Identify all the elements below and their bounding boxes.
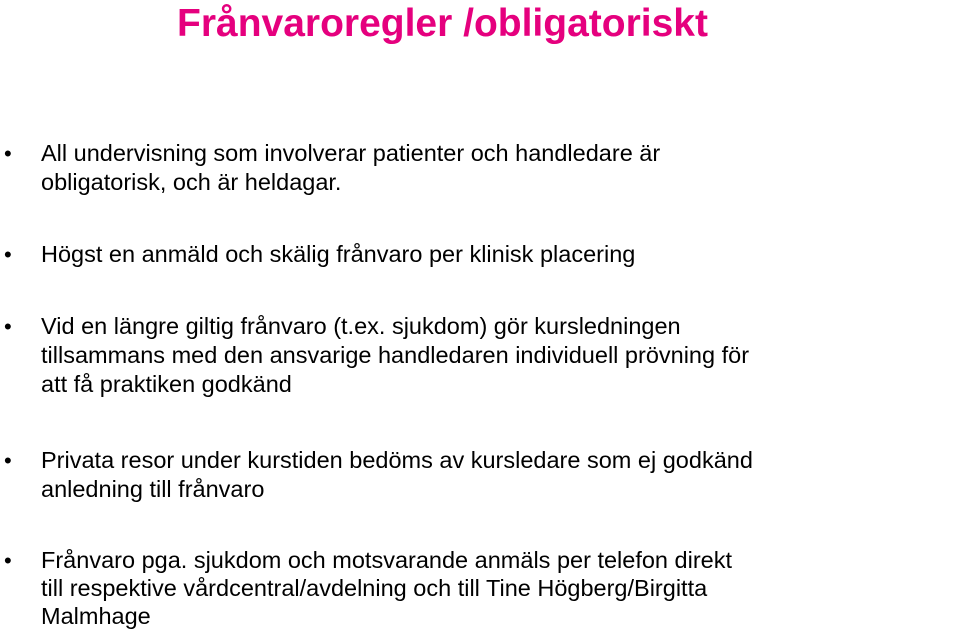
- slide-title: Frånvaroregler /obligatoriskt: [177, 2, 708, 45]
- bullet-text: All undervisning som involverar patienter och handledare är obligatorisk, och är heldagar.: [41, 140, 661, 195]
- bullet-icon: •: [4, 314, 12, 339]
- bullet-icon: •: [4, 448, 12, 473]
- bullet-icon: •: [4, 242, 12, 267]
- bullet-icon: •: [4, 548, 12, 573]
- bullet-text: Frånvaro pga. sjukdom och motsvarande anmäls per telefon direkt till respektive vårdcentral/avdelning och till Tine Högberg/Birgitta Malmhage: [41, 547, 732, 629]
- bullet-text: Vid en längre giltig frånvaro (t.ex. sjukdom) gör kursledningen tillsammans med den ansvarige handledaren individuell prövning för att få praktiken godkänd: [41, 313, 750, 397]
- bullet-text: Högst en anmäld och skälig frånvaro per klinisk placering: [41, 241, 636, 267]
- bullet-text: Privata resor under kurstiden bedöms av kursledare som ej godkänd anledning till frånvaro: [41, 447, 753, 502]
- bullet-icon: •: [4, 141, 12, 166]
